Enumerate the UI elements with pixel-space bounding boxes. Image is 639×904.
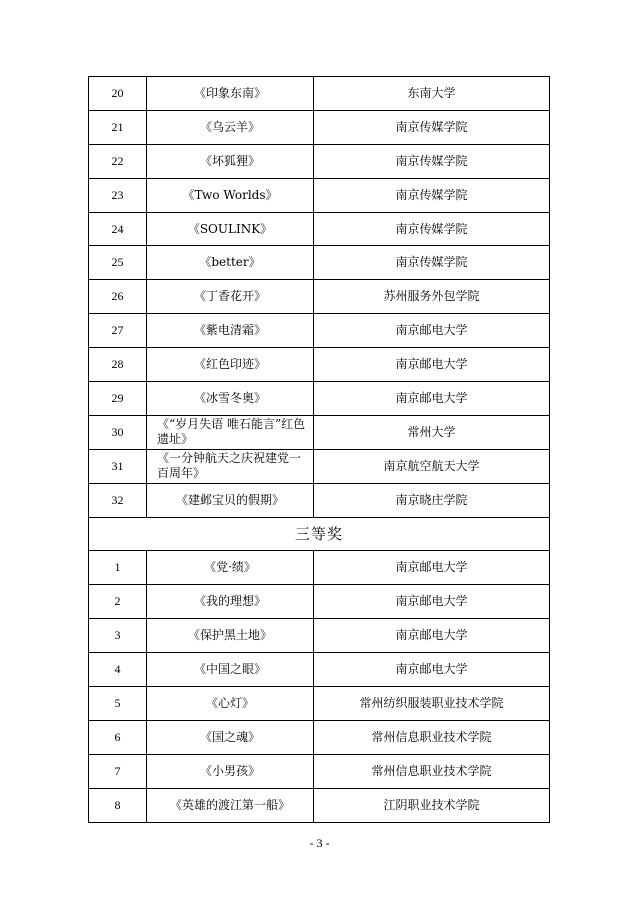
work-title: 《一分钟航天之庆祝建党一百周年》 bbox=[147, 449, 314, 483]
table-row bbox=[89, 483, 550, 517]
row-number: 31 bbox=[89, 449, 147, 483]
section-heading: 三等奖 bbox=[89, 517, 550, 551]
institution: 南京传媒学院 bbox=[314, 178, 550, 212]
table-row bbox=[89, 415, 550, 449]
table-row bbox=[89, 314, 550, 348]
table-row bbox=[89, 653, 550, 687]
institution: 南京传媒学院 bbox=[314, 144, 550, 178]
row-number: 28 bbox=[89, 348, 147, 382]
work-title: 《冰雪冬奥》 bbox=[147, 382, 314, 416]
institution: 南京邮电大学 bbox=[314, 314, 550, 348]
row-number: 20 bbox=[89, 77, 147, 111]
work-title: 《心灯》 bbox=[147, 687, 314, 721]
row-number: 1 bbox=[89, 551, 147, 585]
row-number: 8 bbox=[89, 788, 147, 822]
row-number: 29 bbox=[89, 382, 147, 416]
institution: 南京邮电大学 bbox=[314, 653, 550, 687]
row-number: 24 bbox=[89, 212, 147, 246]
institution: 苏州服务外包学院 bbox=[314, 280, 550, 314]
table-row bbox=[89, 280, 550, 314]
work-title: 《党·绩》 bbox=[147, 551, 314, 585]
work-title: 《保护黑土地》 bbox=[147, 619, 314, 653]
institution: 南京邮电大学 bbox=[314, 348, 550, 382]
row-number: 2 bbox=[89, 585, 147, 619]
work-title: 《“岁月失语 唯石能言”红色遗址》 bbox=[147, 415, 314, 449]
work-title: 《better》 bbox=[147, 246, 314, 280]
work-title: 《Two Worlds》 bbox=[147, 178, 314, 212]
work-title: 《中国之眼》 bbox=[147, 653, 314, 687]
work-title: 《紫电清霜》 bbox=[147, 314, 314, 348]
page-number: - 3 - bbox=[309, 836, 330, 850]
row-number: 21 bbox=[89, 110, 147, 144]
institution: 南京邮电大学 bbox=[314, 382, 550, 416]
row-number: 32 bbox=[89, 483, 147, 517]
table-row bbox=[89, 720, 550, 754]
institution: 常州大学 bbox=[314, 415, 550, 449]
institution: 东南大学 bbox=[314, 77, 550, 111]
institution: 南京传媒学院 bbox=[314, 110, 550, 144]
table-row bbox=[89, 110, 550, 144]
row-number: 22 bbox=[89, 144, 147, 178]
work-title: 《我的理想》 bbox=[147, 585, 314, 619]
work-title: 《英雄的渡江第一船》 bbox=[147, 788, 314, 822]
row-number: 4 bbox=[89, 653, 147, 687]
section-heading-row bbox=[89, 517, 550, 551]
row-number: 23 bbox=[89, 178, 147, 212]
institution: 南京邮电大学 bbox=[314, 619, 550, 653]
row-number: 30 bbox=[89, 415, 147, 449]
row-number: 5 bbox=[89, 687, 147, 721]
table-row bbox=[89, 687, 550, 721]
row-number: 7 bbox=[89, 754, 147, 788]
row-number: 6 bbox=[89, 720, 147, 754]
table-row bbox=[89, 382, 550, 416]
work-title: 《丁香花开》 bbox=[147, 280, 314, 314]
table-row bbox=[89, 178, 550, 212]
row-number: 26 bbox=[89, 280, 147, 314]
institution: 南京邮电大学 bbox=[314, 551, 550, 585]
table-row bbox=[89, 449, 550, 483]
work-title: 《印象东南》 bbox=[147, 77, 314, 111]
institution: 南京晓庄学院 bbox=[314, 483, 550, 517]
work-title: 《乌云羊》 bbox=[147, 110, 314, 144]
institution: 常州纺织服装职业技术学院 bbox=[314, 687, 550, 721]
institution: 常州信息职业技术学院 bbox=[314, 720, 550, 754]
table-row bbox=[89, 754, 550, 788]
table-row bbox=[89, 212, 550, 246]
institution: 南京航空航天大学 bbox=[314, 449, 550, 483]
row-number: 25 bbox=[89, 246, 147, 280]
table-row bbox=[89, 788, 550, 822]
row-number: 27 bbox=[89, 314, 147, 348]
table-row bbox=[89, 77, 550, 111]
work-title: 《SOULINK》 bbox=[147, 212, 314, 246]
institution: 南京传媒学院 bbox=[314, 212, 550, 246]
award-table bbox=[88, 76, 550, 823]
table-row bbox=[89, 144, 550, 178]
table-row bbox=[89, 246, 550, 280]
institution: 常州信息职业技术学院 bbox=[314, 754, 550, 788]
table-row bbox=[89, 348, 550, 382]
table-row bbox=[89, 551, 550, 585]
table-row bbox=[89, 585, 550, 619]
institution: 江阴职业技术学院 bbox=[314, 788, 550, 822]
work-title: 《红色印迹》 bbox=[147, 348, 314, 382]
row-number: 3 bbox=[89, 619, 147, 653]
work-title: 《小男孩》 bbox=[147, 754, 314, 788]
table-row bbox=[89, 619, 550, 653]
institution: 南京传媒学院 bbox=[314, 246, 550, 280]
work-title: 《坏狐狸》 bbox=[147, 144, 314, 178]
institution: 南京邮电大学 bbox=[314, 585, 550, 619]
work-title: 《国之魂》 bbox=[147, 720, 314, 754]
work-title: 《建邺宝贝的假期》 bbox=[147, 483, 314, 517]
